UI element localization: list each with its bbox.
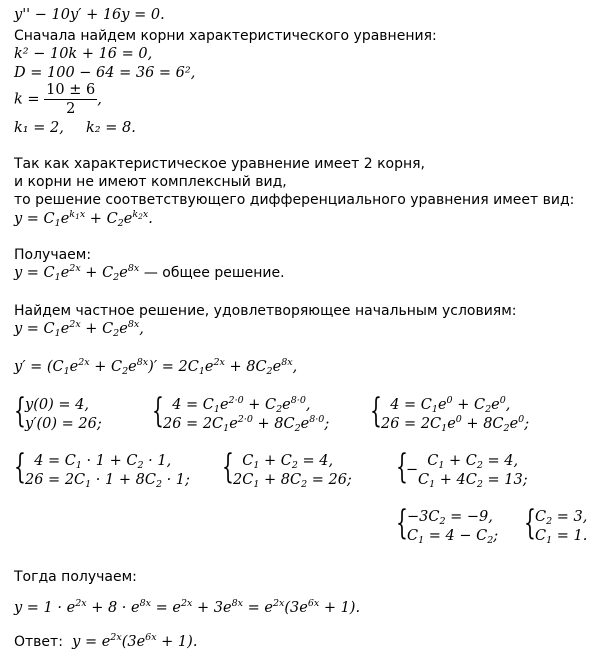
paragraph-line-2: и корни не имеют комплексный вид, <box>14 174 287 190</box>
particular-intro: Найдем частное решение, удовлетворяющее начальным условиям: <box>14 303 517 319</box>
general-form: $y = C_1e^{k_1x} + C_2e^{k_2x}$. <box>14 209 153 229</box>
answer-label: Ответ: <box>14 634 63 650</box>
system-row: $26 = 2C_1 \cdot 1 + 8C_2 \cdot 1$; <box>25 472 190 490</box>
system-row: $C_1 + 4C_2 = 13$; <box>418 472 528 490</box>
brace-icon: { <box>524 503 536 543</box>
root-formula: k = $\frac{10 \pm 6}{2}$ , <box>14 82 102 117</box>
brace-icon: { <box>222 447 234 487</box>
brace-icon: { <box>396 503 408 543</box>
answer-formula: $y = e^{2x}(3e^{6x} + 1)$. <box>67 632 198 650</box>
system-row: $C_1 = 4 - C_2$; <box>407 528 499 546</box>
brace-icon: { <box>152 391 164 431</box>
system-row: $4 = C_1e^0 + C_2e^0$, <box>381 395 511 415</box>
brace-icon: { <box>370 391 382 431</box>
root-k2: k₂ = 8. <box>86 120 136 136</box>
minus-sign: − <box>406 462 419 478</box>
answer-line <box>14 633 197 651</box>
system-row: y(0) = 4, <box>25 397 89 413</box>
system-row: $C_1 + C_2 = 4$, <box>418 453 519 471</box>
root-fraction-denominator: 2 <box>66 101 76 117</box>
brace-icon: { <box>396 447 408 487</box>
root-fraction <box>44 81 97 118</box>
togda-label: Тогда получаем: <box>14 569 137 585</box>
system-row: y′(0) = 26; <box>25 416 102 432</box>
char-equation-intro: Сначала найдем корни характеристического уравнения: <box>14 28 437 44</box>
system-row: $26 = 2C_1e^0 + 8C_2e^0$; <box>381 414 530 434</box>
root-k1: k₁ = 2, <box>14 120 64 136</box>
ode-equation: y'' − 10y′ + 16y = 0. <box>14 7 165 23</box>
brace-icon: { <box>14 447 26 487</box>
final-solution: $y = 1 \cdot e^{2x} + 8 \cdot e^{8x} = e^{2x} + 3e^{8x} = e^{2x}(3e^{6x} + 1)$. <box>14 598 361 616</box>
system-row: $4 = C_1e^{2\cdot 0} + C_2e^{8\cdot 0}$, <box>163 395 311 415</box>
root-fraction-numerator: 10 ± 6 <box>46 82 96 98</box>
paragraph-line-1: Так как характеристическое уравнение имеет 2 корня, <box>14 156 426 172</box>
system-row: $4 = C_1 \cdot 1 + C_2 \cdot 1$, <box>25 453 172 471</box>
brace-icon: { <box>14 391 26 431</box>
system-row: $C_1 + C_2 = 4$, <box>233 453 334 471</box>
solution-restated: $y = C_1e^{2x} + C_2e^{8x}$, <box>14 319 144 339</box>
system-row: $-3C_2 = -9$, <box>407 509 493 527</box>
system-row: $C_2 = 3$, <box>535 509 588 527</box>
general-solution: $y = C_1e^{2x} + C_2e^{8x}$ — общее решение. <box>14 263 285 283</box>
characteristic-equation: k² − 10k + 16 = 0, <box>14 46 153 62</box>
system-row: $26 = 2C_1e^{2\cdot 0} + 8C_2e^{8\cdot 0}$; <box>163 414 330 434</box>
derivative: $y' = (C_1e^{2x} + C_2e^{8x})' = 2C_1e^{2x} + 8C_2e^{8x}$, <box>14 357 298 377</box>
general-solution-label: — общее решение. <box>143 265 285 281</box>
system-row: $2C_1 + 8C_2 = 26$; <box>233 472 352 490</box>
discriminant: D = 100 − 64 = 36 = 6², <box>14 65 196 81</box>
paragraph-line-3: то решение соответствующего дифференциального уравнения имеет вид: <box>14 192 575 208</box>
system-row: $C_1 = 1$. <box>535 528 588 546</box>
poluchaem-label: Получаем: <box>14 247 92 263</box>
